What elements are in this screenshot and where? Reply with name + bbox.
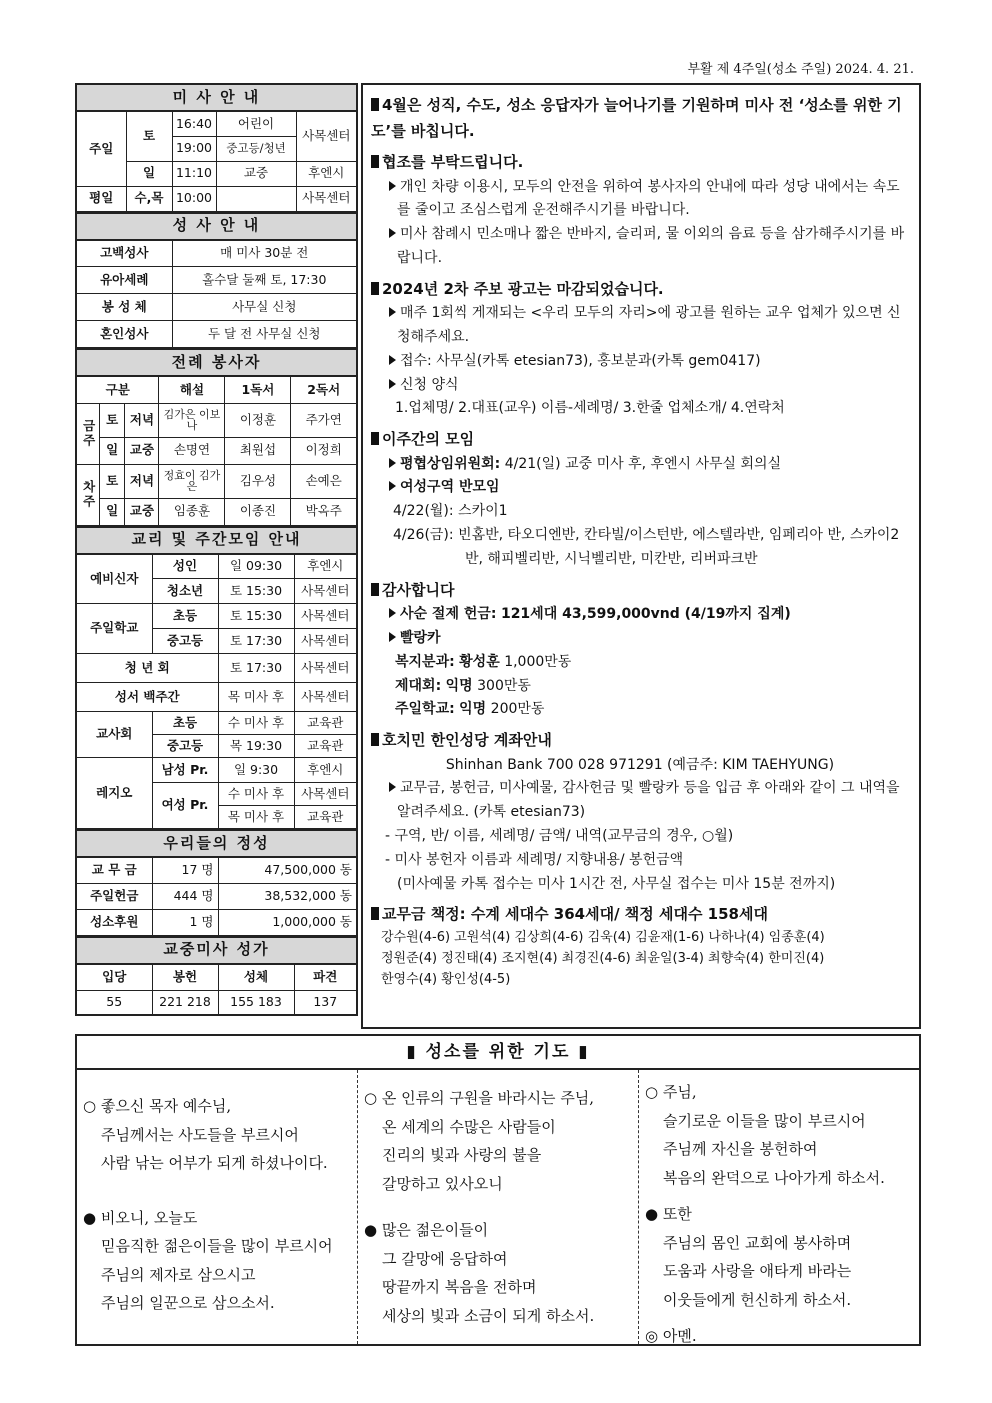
meeting-place: 교육관 (294, 735, 357, 758)
prayer-line: 주님의 제자로 삼으시고 (101, 1265, 256, 1284)
meeting-place: 사목센터 (294, 783, 357, 806)
sacrament-name: 유아세례 (76, 267, 172, 294)
notice-bullet: 미사 참례시 민소매나 짧은 반바지, 슬리퍼, 물 이외의 음료 등을 삼가해주시기를 바랍니다. (397, 226, 905, 266)
notice-title: 4월은 성직, 수도, 성소 응답자가 늘어나기를 기원하며 미사 전 ‘성소를 위한 기도’를 바칩니다. (371, 96, 902, 140)
notice-label: 평협상임위원회: (400, 455, 501, 472)
meeting-time: 토 17:30 (218, 629, 294, 654)
sacrament-name: 봉 성 체 (76, 294, 172, 321)
notice-label: 빨랑카 (400, 629, 441, 646)
hymns-title: 교중미사 성가 (76, 937, 357, 964)
meeting-group: 초등 (152, 712, 218, 735)
notice-label: 사순 절제 헌금: (400, 606, 497, 623)
offering-amount: 38,532,000 동 (218, 883, 357, 909)
offering-count: 444 명 (152, 883, 218, 909)
offering-count: 1 명 (152, 909, 218, 935)
offering-name: 교 무 금 (76, 857, 152, 883)
meeting-time: 토 15:30 (218, 604, 294, 629)
bullet-square-icon (371, 583, 379, 596)
notice-detail: (미사예물 카톡 접수는 미사 1시간 전, 사무실 접수는 미사 15분 전까지) (397, 875, 836, 892)
notice-title: 협조를 부탁드립니다. (382, 153, 524, 171)
prayer-line: 땅끝까지 복음을 전하며 (382, 1278, 537, 1296)
meeting-group: 청소년 (152, 579, 218, 604)
prayer-line: 주님께 자신을 봉헌하여 (663, 1140, 818, 1158)
server-reader1: 이종진 (225, 498, 291, 525)
prayer-line: 온 세계의 수많은 사람들이 (382, 1117, 556, 1136)
bullet-triangle-icon (389, 458, 396, 468)
bullet-triangle-icon (389, 228, 396, 238)
server-reader2: 손예은 (291, 464, 357, 498)
meeting-group: 중고등 (152, 629, 218, 654)
meeting-time: 수 미사 후 (218, 783, 294, 806)
prayer-line: ○ 좋으신 목자 예수님, (83, 1097, 232, 1115)
sunday-school-label: 주일학교 (76, 604, 152, 654)
notice-label: 주일학교: (395, 701, 455, 718)
server-reader2: 이정희 (291, 437, 357, 464)
catechumen-label: 예비신자 (76, 554, 152, 604)
sacraments-title: 성 사 안 내 (76, 213, 357, 240)
notice-bullet: 개인 차량 이용시, 모두의 안전을 위하여 봉사자의 안내에 따라 성당 내에서는 속도를 줄이고 조심스럽게 운전해주시기를 바랍니다. (397, 178, 900, 219)
donor-name: 익명 (445, 677, 473, 694)
meeting-place: 사목센터 (294, 683, 357, 712)
server-commentator: 김가은 이보나 (159, 403, 225, 437)
mass-sub-sat: 토 (126, 111, 172, 161)
mass-group: 교중 (216, 161, 296, 186)
sacrament-name: 고백성사 (76, 240, 172, 267)
notice-detail: 1.업체명/ 2.대표(교우) 이름-세례명/ 3.한줄 업체소개/ 4.연락처 (395, 400, 785, 417)
meetings-title: 교리 및 주간모임 안내 (76, 527, 357, 554)
server-reader1: 이정훈 (225, 403, 291, 437)
notice-detail: 4/22(월): 스카이1 (393, 503, 508, 520)
offerings-title: 우리들의 정성 (76, 830, 357, 857)
mass-place: 사목센터 (296, 111, 357, 161)
meeting-place: 교육관 (294, 806, 357, 829)
notice-bullet: 교무금, 봉헌금, 미사예물, 감사헌금 및 빨랑카 등을 입금 후 아래와 같이 그 내역을 알려주세요. (카톡 etesian73) (397, 780, 900, 821)
sacraments-table (75, 212, 358, 349)
prayer-line: 주님께서는 사도들을 부르시어 (101, 1125, 299, 1144)
notice-bullet: 121세대 43,599,000vnd (4/19까지 집계) (500, 606, 791, 623)
notice-detail: - 미사 봉헌자 이름과 세례명/ 지향내용/ 봉헌금액 (385, 851, 684, 868)
offering-name: 주일헌금 (76, 883, 152, 909)
mass-schedule-title: 미 사 안 내 (76, 84, 357, 111)
prayer-line: 이웃들에게 헌신하게 하소서. (663, 1290, 852, 1309)
prayer-line: 사람 낚는 어부가 되게 하셨나이다. (101, 1154, 328, 1172)
prayer-line: 진리의 빛과 사랑의 불을 (382, 1146, 542, 1164)
bullet-triangle-icon (389, 379, 396, 389)
notice-detail: - 구역, 반/ 이름, 세례명/ 금액/ 내역(교무금의 경우, ○월) (385, 828, 734, 845)
prayer-column-1 (77, 1070, 357, 1344)
meeting-group: 중고등 (152, 735, 218, 758)
notice-title: 2024년 2차 주보 광고는 마감되었습니다. (382, 279, 664, 298)
notice-ads (371, 277, 909, 421)
notice-detail: 4/26(금): 빈홈반, 타오디엔반, 칸타빌/이스턴반, 에스텔라반, 임페리아 반, 스카이2반, 해피벨리반, 시닉벨리반, 미칸반, 리버파크반 (393, 527, 900, 567)
server-mass: 저녁 (125, 464, 159, 498)
meeting-time: 목 미사 후 (218, 806, 294, 829)
mass-place: 사목센터 (296, 186, 357, 211)
mass-time: 19:00 (172, 136, 216, 161)
meetings-table (75, 526, 358, 830)
prayer-line: ○ 주님, (645, 1083, 697, 1101)
bullet-triangle-icon (389, 608, 396, 618)
bullet-square-icon (371, 282, 379, 295)
servers-header: 1독서 (225, 376, 291, 403)
hymns-table (75, 936, 358, 1016)
notice-title: 감사합니다 (382, 580, 455, 599)
dues-names: 강수원(4-6) 고원석(4) 김상희(4-6) 김욱(4) 김윤재(1-6) 나하나(4) 임종훈(4) (381, 929, 825, 945)
next-week-label: 차주 (76, 464, 99, 525)
meeting-group: 성인 (152, 554, 218, 579)
donor-amount: 200만동 (490, 701, 545, 718)
meeting-place: 교육관 (294, 712, 357, 735)
mass-group: 중고등/청년 (216, 136, 296, 161)
server-mass: 저녁 (125, 403, 159, 437)
meeting-place: 사목센터 (294, 629, 357, 654)
meeting-time: 수 미사 후 (218, 712, 294, 735)
hymn-header: 성체 (218, 964, 294, 991)
notice-thanks (371, 578, 909, 722)
prayer-line: 주님의 일꾼으로 삼으소서. (101, 1294, 275, 1312)
this-week-label: 금주 (76, 403, 99, 464)
vocation-prayer-box (75, 1034, 921, 1346)
bulletin-date-header: 부활 제 4주일(성소 주일) 2024. 4. 21. (687, 62, 914, 77)
donor-name: 황성훈 (459, 653, 500, 670)
mass-sub-sun: 일 (126, 161, 172, 186)
bullet-square-icon (371, 155, 379, 168)
meeting-group: 남성 Pr. (152, 758, 218, 783)
hymn-value: 221 218 (152, 991, 218, 1015)
mass-place: 후엔시 (296, 161, 357, 186)
server-commentator: 임종훈 (159, 498, 225, 525)
bullet-triangle-icon (389, 307, 396, 317)
mass-time: 11:10 (172, 161, 216, 186)
server-reader1: 김우성 (225, 464, 291, 498)
offering-count: 17 명 (152, 857, 218, 883)
teachers-label: 교사회 (76, 712, 152, 758)
offering-name: 성소후원 (76, 909, 152, 935)
prayer-line: 믿음직한 젊은이들을 많이 부르시어 (101, 1237, 333, 1255)
prayer-title: ▮ 성소를 위한 기도 ▮ (77, 1036, 919, 1070)
bible-study-label: 성서 백주간 (76, 683, 218, 712)
left-info-column (75, 83, 358, 1016)
prayer-line: 갈망하고 있사오니 (382, 1174, 503, 1193)
hymn-value: 155 183 (218, 991, 294, 1015)
server-reader1: 최원섭 (225, 437, 291, 464)
meeting-time: 토 17:30 (218, 654, 294, 683)
sacrament-value: 매 미사 30분 전 (172, 240, 357, 267)
notice-meetings (371, 427, 909, 571)
prayer-line: 복음의 완덕으로 나아가게 하소서. (663, 1168, 885, 1187)
mass-time: 16:40 (172, 111, 216, 136)
servers-title: 전례 봉사자 (76, 349, 357, 376)
bullet-square-icon (371, 733, 379, 746)
hymn-value: 55 (76, 991, 152, 1015)
notice-cooperation (371, 150, 909, 271)
servers-header: 구분 (76, 376, 159, 403)
server-day: 토 (99, 464, 125, 498)
meeting-time: 목 미사 후 (218, 683, 294, 712)
prayer-column-3 (638, 1070, 919, 1344)
donor-amount: 300만동 (477, 677, 531, 694)
sacrament-name: 혼인성사 (76, 321, 172, 348)
notice-bullet: 접수: 사무실(카톡 etesian73), 홍보분과(카톡 gem0417) (400, 352, 761, 369)
sacrament-value: 사무실 신청 (172, 294, 357, 321)
servers-header: 해설 (159, 376, 225, 403)
notice-label: 여성구역 반모임 (400, 479, 500, 496)
server-reader2: 주가연 (291, 403, 357, 437)
mass-group: 어린이 (216, 111, 296, 136)
bullet-square-icon (371, 98, 379, 111)
server-commentator: 손명연 (159, 437, 225, 464)
offerings-table (75, 829, 358, 936)
meeting-group: 여성 Pr. (152, 783, 218, 829)
bullet-square-icon (371, 432, 379, 445)
mass-sub-wedthu: 수,목 (126, 186, 172, 211)
bullet-triangle-icon (389, 632, 396, 642)
prayer-column-2 (357, 1070, 638, 1344)
sacrament-value: 홀수달 둘째 토, 17:30 (172, 267, 357, 294)
notice-title: 교무금 책정: 수계 세대수 364세대/ 책정 세대수 158세대 (382, 905, 768, 924)
server-day: 일 (99, 437, 125, 464)
mass-schedule-table (75, 83, 358, 212)
notice-label: 복지분과: (395, 653, 455, 670)
young-adult-label: 청 년 회 (76, 654, 218, 683)
dues-names: 한영수(4) 황인성(4-5) (381, 971, 511, 987)
bullet-triangle-icon (389, 181, 396, 191)
donor-amount: 1,000만동 (504, 653, 572, 670)
server-day: 일 (99, 498, 125, 525)
donor-name: 익명 (459, 701, 487, 718)
bullet-triangle-icon (389, 481, 396, 491)
server-reader2: 박옥주 (291, 498, 357, 525)
offering-amount: 1,000,000 동 (218, 909, 357, 935)
notice-dues (371, 902, 909, 990)
meeting-time: 목 19:30 (218, 735, 294, 758)
prayer-line: 슬기로운 이들을 많이 부르시어 (663, 1111, 866, 1130)
hymn-value: 137 (294, 991, 357, 1015)
mass-time: 10:00 (172, 186, 216, 211)
meeting-time: 일 09:30 (218, 554, 294, 579)
meeting-place: 사목센터 (294, 604, 357, 629)
notice-account (371, 728, 909, 896)
offering-amount: 47,500,000 동 (218, 857, 357, 883)
hymn-header: 봉헌 (152, 964, 218, 991)
prayer-line: 도움과 사랑을 애타게 바라는 (663, 1262, 852, 1280)
prayer-line: ● 또한 (645, 1205, 692, 1223)
bullet-triangle-icon (389, 782, 396, 792)
meeting-time: 토 15:30 (218, 579, 294, 604)
dues-names: 정원준(4) 정진태(4) 조지현(4) 최경진(4-6) 최윤일(3-4) 최향숙(4) 한미진(4) (381, 950, 825, 966)
mass-group (216, 186, 296, 211)
prayer-line: 주님의 몸인 교회에 봉사하며 (663, 1233, 852, 1252)
bullet-square-icon (371, 907, 379, 920)
mass-day-sunday: 주일 (76, 111, 126, 186)
meeting-place: 후엔시 (294, 758, 357, 783)
notice-label: 제대회: (395, 677, 442, 694)
notice-title: 호치민 한인성당 계좌안내 (382, 731, 552, 750)
prayer-line: 그 갈망에 응답하여 (382, 1249, 508, 1268)
hymn-header: 입당 (76, 964, 152, 991)
notice-bullet: 신청 양식 (400, 376, 459, 393)
notice-bullet: 4/21(일) 교중 미사 후, 후엔시 사무실 회의실 (504, 455, 782, 472)
mass-day-weekday: 평일 (76, 186, 126, 211)
meeting-place: 사목센터 (294, 579, 357, 604)
liturgy-servers-table (75, 348, 358, 526)
legio-label: 레지오 (76, 758, 152, 829)
meeting-time: 일 9:30 (218, 758, 294, 783)
notice-bullet: 매주 1회씩 게재되는 <우리 모두의 자리>에 광고를 원하는 교우 업체가 있으면 신청해주세요. (397, 305, 901, 345)
meeting-place: 후엔시 (294, 554, 357, 579)
notices-panel (361, 83, 921, 1029)
prayer-amen: ◎ 아멘. (645, 1327, 697, 1345)
bullet-triangle-icon (389, 355, 396, 365)
bank-account: Shinhan Bank 700 028 971291 (예금주: KIM TAEHYUNG) (445, 756, 835, 773)
notice-title: 이주간의 모임 (382, 430, 475, 449)
servers-header: 2독서 (291, 376, 357, 403)
meeting-place: 사목센터 (294, 654, 357, 683)
prayer-line: ● 비오니, 오늘도 (83, 1208, 198, 1227)
server-mass: 교중 (125, 437, 159, 464)
meeting-group: 초등 (152, 604, 218, 629)
notice-vocation-prayer (371, 93, 909, 144)
hymn-header: 파견 (294, 964, 357, 991)
server-day: 토 (99, 403, 125, 437)
prayer-line: 세상의 빛과 소금이 되게 하소서. (382, 1306, 595, 1325)
sacrament-value: 두 달 전 사무실 신청 (172, 321, 357, 348)
prayer-line: ● 많은 젊은이들이 (364, 1221, 489, 1239)
prayer-line: ○ 온 인류의 구원을 바라시는 주님, (364, 1089, 595, 1107)
server-mass: 교중 (125, 498, 159, 525)
server-commentator: 정효이 김가은 (159, 464, 225, 498)
